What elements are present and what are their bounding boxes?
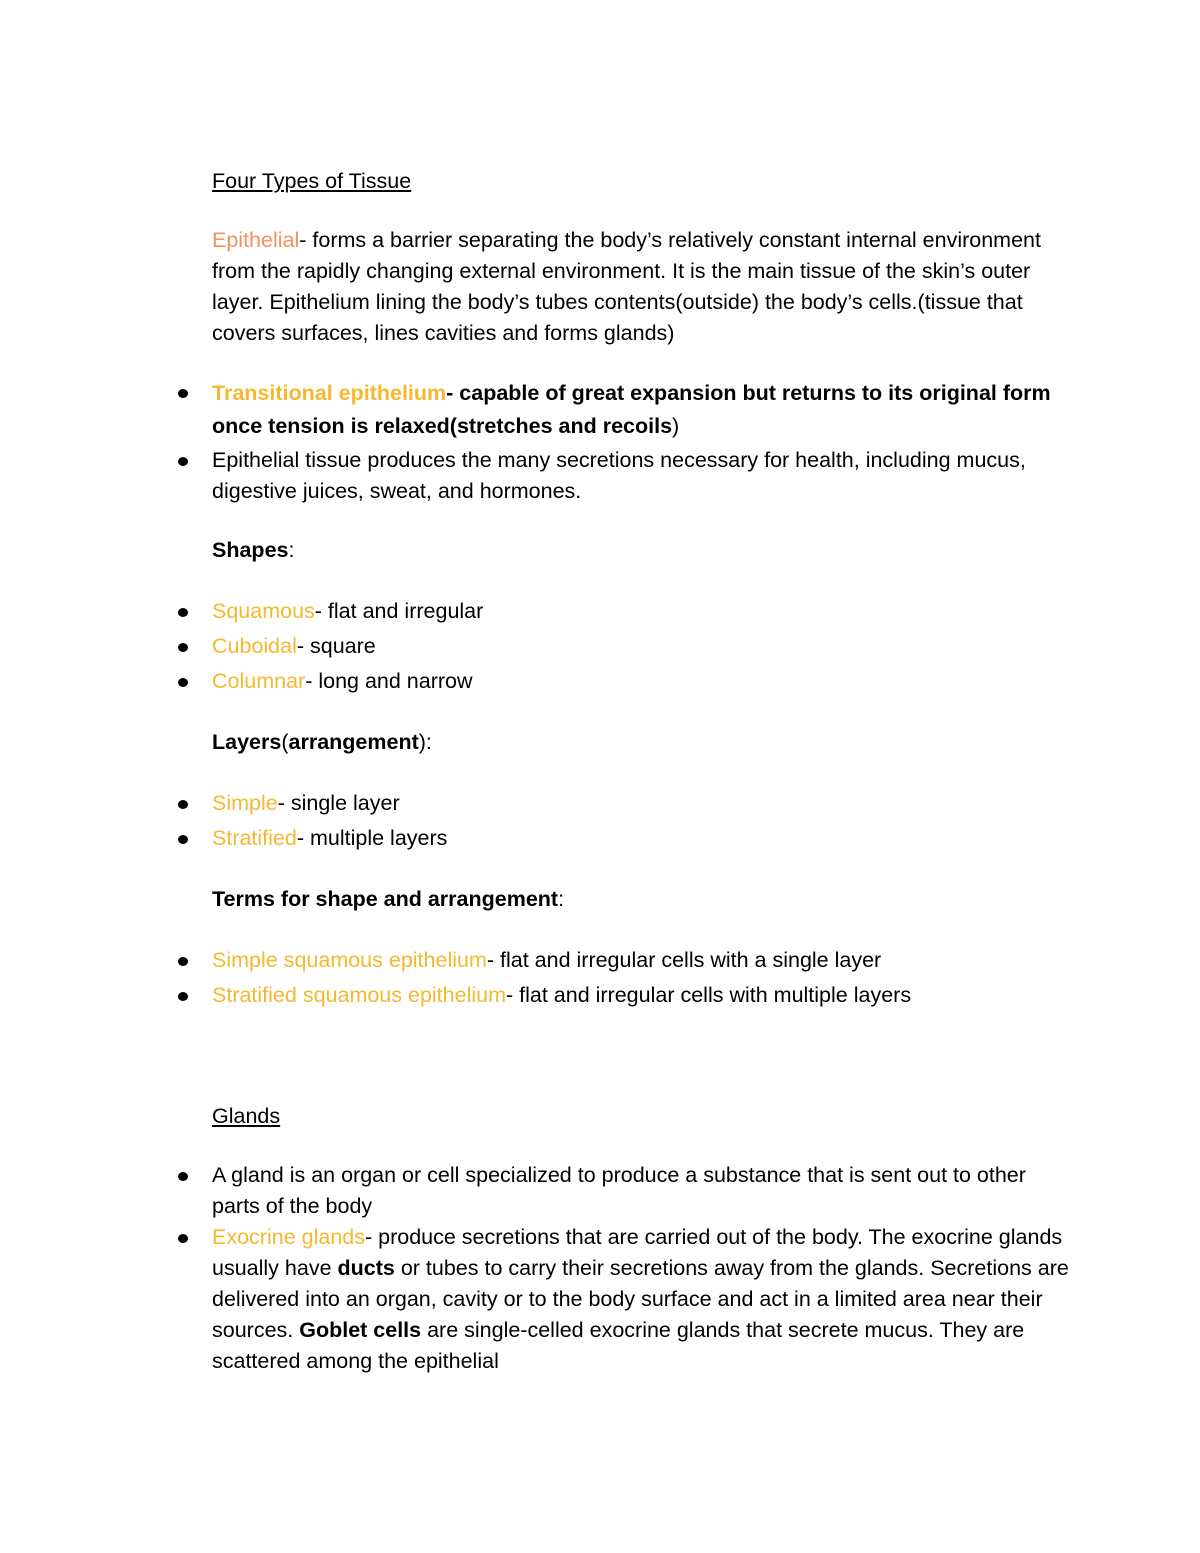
secretions-text: Epithelial tissue produces the many secretions necessary for health, including mucus, digestive juices, sweat, and hormones. (212, 448, 1026, 503)
transitional-text-end: ) (672, 414, 680, 438)
list-item (212, 377, 1072, 443)
bullet-icon (178, 643, 188, 652)
bullet-icon (178, 1172, 188, 1181)
exocrine-term: Exocrine glands (212, 1225, 365, 1249)
bullet-icon (178, 1234, 188, 1243)
bullet-icon (178, 608, 188, 617)
list-item: Exocrine glands- produce secretions that are carried out of the body. The exocrine glands usually have ducts or tubes to carry their secretions away from the glands. Secretions are delivered into an organ, cavity or to the body surface and act in a limited area near their sources. Goblet cells are single-celled exocrine glands that secrete mucus. They are scattered among the epithelial (212, 1222, 1072, 1377)
epithelial-bullet-list (212, 377, 1072, 507)
section-title-glands: Glands (212, 1104, 281, 1128)
epithelial-text: - forms a barrier separating the body’s relatively constant internal environment from the rapidly changing external environment. It is the main tissue of the skin’s outer layer. Epithelium lining the body’s tubes contents(outside) the body’s cells.(tissue that covers surfaces, lines cavities and forms glands) (212, 228, 1041, 345)
shapes-list (212, 596, 1072, 697)
bullet-icon (178, 957, 188, 966)
terms-label: Terms for shape and arrangement: (212, 887, 565, 911)
bullet-icon (178, 457, 188, 466)
epithelial-paragraph (212, 225, 1072, 349)
bullet-icon (178, 835, 188, 844)
shapes-label: Shapes: (212, 538, 295, 562)
bullet-icon (178, 800, 188, 809)
transitional-term: Transitional epithelium (212, 381, 447, 405)
list-item (212, 445, 1072, 507)
epithelial-term: Epithelial (212, 228, 300, 252)
list-item: Simple- single layer (212, 788, 1072, 819)
bullet-icon (178, 389, 188, 398)
bullet-icon (178, 992, 188, 1001)
list-item: A gland is an organ or cell specialized to produce a substance that is sent out to other parts of the body (212, 1160, 1072, 1222)
list-item: Stratified- multiple layers (212, 823, 1072, 854)
list-item: Squamous- flat and irregular (212, 596, 1072, 627)
transitional-text: - capable of great expansion but returns to its original form once tension is relaxed(stretches and recoils (212, 381, 1051, 438)
bullet-icon (178, 678, 188, 687)
document-content (212, 166, 1072, 1377)
layers-label: Layers(arrangement): (212, 730, 432, 754)
glands-list (212, 1160, 1072, 1377)
layers-list (212, 788, 1072, 854)
list-item: Columnar- long and narrow (212, 666, 1072, 697)
list-item: Stratified squamous epithelium- flat and irregular cells with multiple layers (212, 980, 1072, 1011)
terms-list (212, 945, 1072, 1011)
section-title-tissue: Four Types of Tissue (212, 169, 412, 193)
list-item: Cuboidal- square (212, 631, 1072, 662)
list-item: Simple squamous epithelium- flat and irregular cells with a single layer (212, 945, 1072, 976)
